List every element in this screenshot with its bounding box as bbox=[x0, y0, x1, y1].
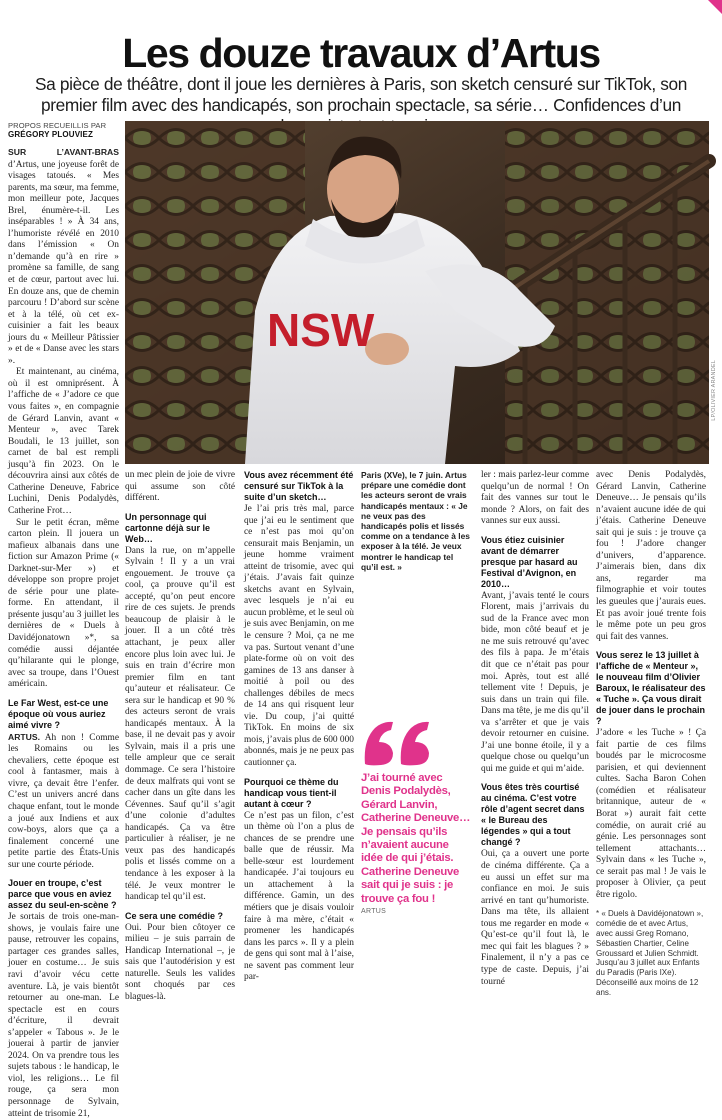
interview-question: Jouer en troupe, c’est parce que vous en aviez assez du seul-en-scène ? bbox=[8, 878, 117, 911]
corner-accent-mark bbox=[708, 0, 722, 14]
sweatshirt-print: NSW bbox=[267, 304, 375, 356]
standfirst: Sa pièce de théâtre, dont il joue les dernières à Paris, son sketch censuré sur TikTok, son premier film avec des handicapés, son prochain spectacle, sa série… Confidences d’un bbox=[34, 74, 688, 115]
article-column-2 bbox=[125, 470, 235, 1002]
interview-question: Le Far West, est-ce une époque où vous auriez aimé vivre ? bbox=[8, 697, 109, 730]
speaker-label: ARTUS. bbox=[8, 731, 40, 742]
interview-answer bbox=[8, 732, 119, 872]
photo-illustration bbox=[125, 121, 709, 464]
interview-question: Vous serez le 13 juillet à l’affiche de « Menteur », le nouveau film d’Olivier Baroux, le réalisateur des « Tuche ». Ça vous dirait de jouer dans le prochain ? bbox=[596, 650, 706, 727]
intro-paragraph bbox=[8, 147, 119, 367]
pull-quote-text: J’ai tourné avec Denis Podalydès, Gérard Lanvin, Catherine Deneuve… Je pensais qu’ils n’avaient aucune idée de qui j’étais. Catherine Deneuve sait qui je suis : je trouve ça fou ! bbox=[361, 772, 471, 905]
photo-credit: LP/OLIVIER ARANDEL bbox=[711, 360, 717, 421]
interview-answer: Dans la rue, on m’appelle Sylvain ! Il y a un vrai engouement. Je trouve ça cool, ça prouve qu’il est accepté, qu’on peut encore rire de ces sujets. Je prends beaucoup de plaisir à le jouer. Il a un côté très attachant, je peux aller encore plus loin avec lui. Je suis en train d’écrire mon premier film en tant qu’auteur et réalisateur. Ce sera sur le handicap et 90 % des acteurs seront de vrais handicapés mentaux. À la base, il ne devait pas y avoir Sylvain, mais il a pris une telle ampleur que ce serait dommage. Ce sera l’histoire de deux malfrats qui vont se cacher dans un gîte dans les Cévennes. Sauf qu’il s’agit d’une colonie d’adultes handicapés. Ça va être particulier à réaliser, je ne veux pas des handicapés polis et lissés comme on a tendance à les exposer à la télé. Je veux montrer le handicap tel qu’il est. bbox=[125, 545, 235, 903]
interview-answer: J’adore « les Tuche » ! Ça fait partie de ces films boudés par le microcosme parisien, et qui deviennent cultes. Sacha Baron Cohen (comédien et réalisateur britannique, auteur de « Borat ») aurait fait cette comédie, on aurait crié au génie. Les personnages sont tellement attachants… Sylvain dans « les Tuche », ce serait pas mal ! Je vais le proposer à Olivier, ça peut être rigolo. bbox=[596, 728, 706, 900]
interview-question: Ce sera une comédie ? bbox=[125, 910, 224, 921]
byline-name: GRÉGORY PLOUVIEZ bbox=[8, 130, 94, 139]
article-column-1 bbox=[8, 147, 119, 1119]
portrait-photo bbox=[125, 121, 709, 464]
show-footnote: * « Duels à Davidéjonatown », comédie de et avec Artus, avec aussi Greg Romano, Sébastien Chartier, Celine Groussard et Julien Schmidt. Jusqu’au 3 juillet aux Enfants du Paradis (Paris IXe). Déconseillé aux moins de 12 ans. bbox=[596, 909, 704, 997]
interview-question: Un personnage qui cartonne déjà sur le Web… bbox=[125, 511, 211, 544]
interview-answer: Avant, j’avais tenté le cours Florent, mais j’arrivais du sud de la France avec mon bide, mon côté beauf et je ne me suis retrouvé qu’avec des fils à papa. Je m’étais dit que ce n’était pas pour moi. Après, tout est allé tellement vite ! Depuis, je suis dans un train qui file. Dans ma tête, je me dis qu’il va s’arrêter et que je vais devoir retourner en cuisine. J’ai une bonne étoile, il y a quelque chose ou quelqu’un qui me guide et qui m’aide. bbox=[481, 590, 589, 774]
pull-quote bbox=[361, 720, 473, 915]
article-column-3 bbox=[244, 470, 354, 983]
article-column-6 bbox=[596, 470, 706, 997]
interview-answer: Ce n’est pas un filon, c’est un thème où l’on a plus de chances de se prendre une balle que de réussir. Ma belle-sœur est lourdement handicapée. J’ai toujours eu un attachement à la différence. Gamin, un des métiers que je disais vouloir faire à ma mère, c’était « promener les handicapés dans les parcs ». Il y a plein de gens qui sont mal à l’aise, ne savent pas comment leur par- bbox=[244, 810, 354, 983]
paragraph: avec Denis Podalydès, Gérard Lanvin, Catherine Deneuve… Je pensais qu’ils n’avaient aucune idée de qui j’étais. Catherine Deneuve sait qui je suis : je trouve ça fou ! J’adore changer d’univers, d’apparence. J’aimerais bien, dans dix ans, regarder ma filmographie et voir toutes les gueules que j’aurais eues. Et pas avoir joué trente fois le même pote un peu gros qui fait des vannes. bbox=[596, 470, 706, 642]
pull-quote-author: ARTUS bbox=[361, 908, 387, 916]
interview-answer: Je l’ai pris très mal, parce que j’ai eu le sentiment que ce n’est pas moi qu’on censurait mais Benjamin, un jeune homme vraiment atteint de trisomie, avec qui j’étais. J’avais fait quinze sketchs avant en Sylvain, avec lesquels je n’ai eu aucun problème, et le seul où je suis avec Benjamin, on me le censure ? Moi, ça ne me va pas. Surtout venant d’une plate-forme où on voit des gamines de 13 ans danser à moitié à poil ou des challenges débiles de mecs de 14 ans qui risquent leur vie. Du coup, j’ai quitté TikTok. En moins de six mois, j’avais plus de 600 000 abonnés, mais je ne peux pas cautionner ça. bbox=[244, 504, 354, 769]
photo-caption-column bbox=[361, 470, 471, 572]
quotation-marks-icon bbox=[361, 720, 433, 766]
answer-text: Ah non ! Comme les Romains ou les chevaliers, cette époque est cool à fantasmer, mais à vivre, ça devait être l’enfer. C’est un univers ancré dans chaque enfant, tout le monde a joué aux Indiens et aux cow-boys, alors que ça a finalement concerné une petite partie des États-Unis sur une courte période. bbox=[8, 732, 119, 870]
interview-question: Pourquoi ce thème du handicap vous tient-il autant à cœur ? bbox=[244, 776, 339, 809]
article-column-5 bbox=[481, 470, 589, 987]
intro-text: d’Artus, une joyeuse forêt de visages tatoués. « Mes parents, ma sœur, ma femme, mon meilleur pote, Jacques Brel, énumère-t-il. Les inséparables ! » À 34 ans, l’humoriste révélé en 2010 dans l’émission « On n’demande qu’à en rire » promène sa famille, de sang et de cœur, partout avec lui. En douze ans, que de chemin parcouru ! D’abord sur scène et à la télé, où cet ex-cuisinier a fait les beaux jours du « Meilleur Pâtissier » et de « Danse avec les stars ». bbox=[8, 159, 119, 366]
paragraph: Sur le petit écran, même carton plein. Il jouera un mafieux albanais dans une fiction sur Amazon Prime (« Darknet-sur-Mer ») et développe son propre projet de série pour une plate-forme. En attendant, il présente jusqu’au 3 juillet les dernières de « Duels à Davidéjonatown »*, sa comédie aussi déjantée qu’hilarante qui le plonge, avec sa troupe, dans l’Ouest américain. bbox=[8, 517, 119, 690]
headline: Les douze travaux d’Artus bbox=[122, 30, 600, 76]
photo-caption: Paris (XVe), le 7 juin. Artus prépare une comédie dont les acteurs seront de vrais handicapés mentaux : « Je ne veux pas des handicapés polis et lissés comme on a tendance à les exposer à la télé. Je veux montrer le handicap tel qu’il est. » bbox=[361, 470, 470, 572]
paragraph: un mec plein de joie de vivre qui assume son côté différent. bbox=[125, 470, 235, 504]
interview-question: Vous êtes très courtisé au cinéma. C’est votre rôle d’agent secret dans « le Bureau des légendes » qui a tout changé ? bbox=[481, 782, 585, 848]
interview-answer: Je sortais de trois one-man-shows, je voulais faire une pause, retrouver les copains, partager ces grandes salles, jouer en costume… Je suis ravi d’avoir vécu cette aventure. Là, je vais bientôt retourner au one-man. Le spectacle est en cours d’écriture, il devrait s’appeler « Tabous ». Je le jouerai à partir de janvier 2024. On va prendre tous les sujets tabous : le handicap, le viol, les religions… Le fil rouge, ça sera mon personnage de Sylvain, atteint de trisomie 21, bbox=[8, 912, 119, 1119]
interview-question: Vous étiez cuisinier avant de démarrer presque par hasard au Festival d’Avignon, en 2010… bbox=[481, 534, 578, 589]
byline-label: PROPOS RECUEILLIS PAR bbox=[8, 121, 107, 130]
paragraph: ler : mais parlez-leur comme quelqu’un de normal ! On fait des vannes sur tout le monde ? Alors, on fait des vannes sur eux aussi. bbox=[481, 470, 589, 527]
interview-question: Vous avez récemment été censuré sur TikTok à la suite d’un sketch… bbox=[244, 470, 354, 502]
interview-answer: Oui, ça a ouvert une porte de cinéma différente. Ça a eu aussi un effet sur ma confiance en moi. Je suis arrivé en tant qu’humoriste. Dans ma tête, ils allaient tous me regarder en mode « Qu’est-ce qu’il fout là, le mec qui fait les blagues ? » Finalement, il n’y a pas ce type de caste. Depuis, j’ai tourné bbox=[481, 849, 589, 987]
interview-answer: Oui. Pour bien côtoyer ce milieu – je suis parrain de Handicap International –, je sais que l’autodérision y est naturelle. Seuls les valides sont choqués par ces blagues-là. bbox=[125, 922, 235, 1002]
paragraph: Et maintenant, au cinéma, où il est omniprésent. À l’affiche de « J’adore ce que vous faites », en compagnie de Gérard Lanvin, avant « Menteur », avec Tarek Boudali, le 13 juillet, son carnet de bal est rempli jusqu’à fin 2023. On le découvrira ainsi aux côtés de Catherine Deneuve, Fabrice Luchini, Denis Podalydès, Catherine Frot… bbox=[8, 367, 119, 516]
intro-lead: SUR L’AVANT-BRAS bbox=[8, 147, 119, 157]
